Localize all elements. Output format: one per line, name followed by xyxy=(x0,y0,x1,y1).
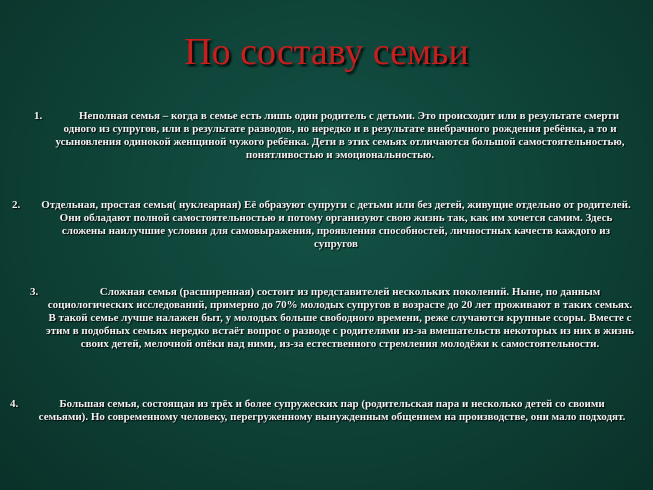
slide-title: По составу семьи xyxy=(184,31,469,73)
item-1-number: 1. xyxy=(34,110,43,122)
item-3-text: Сложная семья (расширенная) состоит из представителей нескольких поколений. Ныне, по данным социологических исследований, примерно до 70% молодых супругов в возрасте до 20 лет проживают в таких семьях. В такой семье лучше налажен быт, у молодых больше свободного времени, реже случаются крупные ссоры. Вместе с этим в подобных семьях нередко встаёт вопрос о разводе с родителями из-за вмешательств некоторых из них в жизнь своих детей, мелочной опёки над ними, из-за естественного стремления молодёжи к самостоятельности. xyxy=(46,286,634,350)
item-4-number: 4. xyxy=(10,398,19,410)
item-3-number: 3. xyxy=(30,286,39,298)
item-2-number: 2. xyxy=(12,199,21,211)
item-4-text: Большая семья, состоящая из трёх и более супружеских пар (родительская пара и несколько детей со своими семьями). Но современному человеку, перегруженному вынужденным общением на производстве, они мало подходят. xyxy=(38,398,626,423)
item-1-text: Неполная семья – когда в семье есть лишь один родитель с детьми. Это происходит или в результате смерти одного из супругов, или в результате разводов, но нередко и в результате внебрачного рождения ребёнка, а то и усыновления одинокой женщиной чужого ребёнка. Дети в этих семьях отличаются большой самостоятельностью, понятливостью и эмоциональностью. xyxy=(55,110,625,161)
item-2-text: Отдельная, простая семья( нуклеарная) Её образуют супруги с детьми или без детей, живущие отдельно от родителей. Они обладают полной самостоятельностью и потому организуют свою жизнь так, как им хочется самим. Здесь сложены наилучшие условия для самовыражения, проявления способностей, личностных качеств каждого из супругов xyxy=(41,199,631,250)
